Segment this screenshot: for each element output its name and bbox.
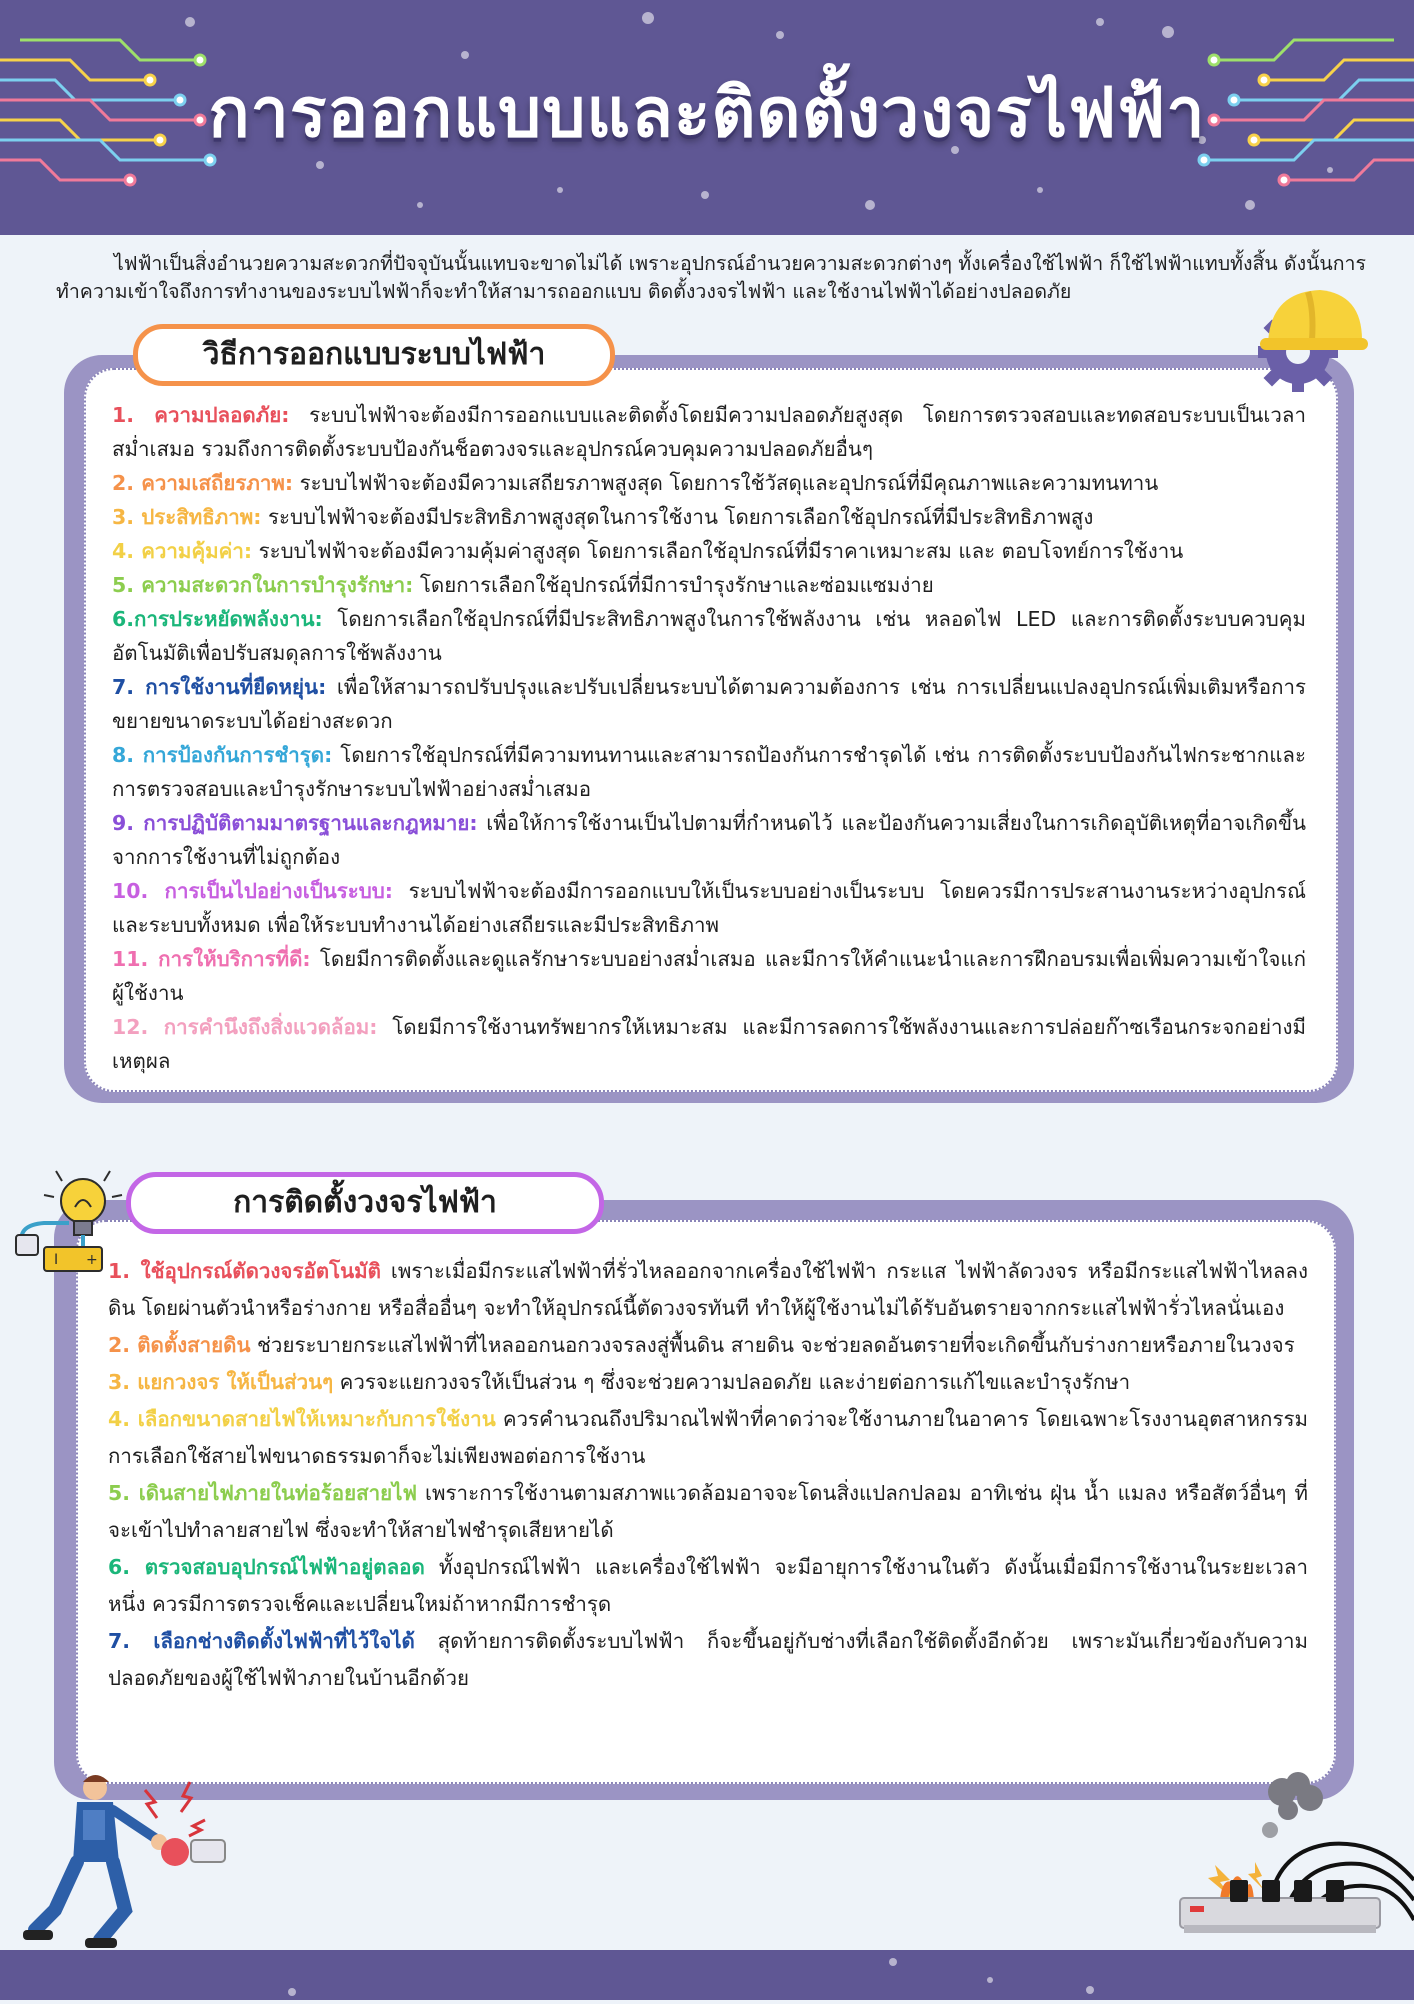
list-item — [112, 942, 1306, 1010]
item-text: โดยการใช้อุปกรณ์ที่มีความทนทานและสามารถป้องกันการชำรุดได้ เช่น การติดตั้งระบบป้องกันไฟกระชากและการตรวจสอบและบำรุงรักษาระบบไฟฟ้าอย่างสม่ำเสมอ — [112, 743, 1306, 801]
item-label: 4. ความคุ้มค่า: — [112, 539, 253, 563]
list-item — [112, 1010, 1306, 1078]
item-label: 7. เลือกช่างติดตั้งไฟฟ้าที่ไว้ใจได้ — [108, 1629, 415, 1653]
item-label: 3. แยกวงจร ให้เป็นส่วนๆ — [108, 1370, 334, 1394]
item-label: 6.การประหยัดพลังงาน: — [112, 607, 323, 631]
item-text: สุดท้ายการติดตั้งระบบไฟฟ้า ก็จะขึ้นอยู่กับช่างที่เลือกใช้ติดตั้งอีกด้วย เพราะมันเกี่ยวข้องกับความปลอดภัยของผู้ใช้ไฟฟ้าภายในบ้านอีกด้วย — [108, 1629, 1308, 1690]
item-label: 9. การปฏิบัติตามมาตรฐานและกฎหมาย: — [112, 811, 478, 835]
item-text: ระบบไฟฟ้าจะต้องมีการออกแบบและติดตั้งโดยมีความปลอดภัยสูงสุด โดยการตรวจสอบและทดสอบระบบเป็นเวลาสม่ำเสมอ รวมถึงการติดตั้งระบบป้องกันช็อตวงจรและอุปกรณ์ควบคุมความปลอดภัยอื่นๆ — [112, 403, 1306, 461]
item-label: 12. การคำนึงถึงสิ่งแวดล้อม: — [112, 1015, 378, 1039]
list-item — [108, 1364, 1308, 1401]
item-text: ระบบไฟฟ้าจะต้องมีความเสถียรภาพสูงสุด โดยการใช้วัสดุและอุปกรณ์ที่มีคุณภาพและความทนทาน — [293, 471, 1159, 495]
item-text: ระบบไฟฟ้าจะต้องมีประสิทธิภาพสูงสุดในการใช้งาน โดยการเลือกใช้อุปกรณ์ที่มีประสิทธิภาพสูง — [261, 505, 1094, 529]
item-text: ควรคำนวณถึงปริมาณไฟฟ้าที่คาดว่าจะใช้งานภายในอาคาร โดยเฉพาะโรงงานอุตสาหกรรม การเลือกใช้สายไฟขนาดธรรมดาก็จะไม่เพียงพอต่อการใช้งาน — [108, 1407, 1308, 1468]
item-text: เพราะเมื่อมีกระแสไฟฟ้าที่รั่วไหลออกจากเครื่องใช้ไฟฟ้า กระแส ไฟฟ้าลัดวงจร หรือมีกระแสไฟฟ้าไหลลงดิน โดยผ่านตัวนำหรือร่างกาย หรือสื่ออื่นๆ จะทำให้อุปกรณ์นี้ตัดวงจรทันที ทำให้ผู้ใช้งานไม่ได้รับอันตรายจากกระแสไฟฟ้ารั่วไหลนั่นเอง — [108, 1259, 1308, 1320]
item-text: เพราะการใช้งานตามสภาพแวดล้อมอาจจะโดนสิ่งแปลกปลอม อาทิเช่น ฝุ่น น้ำ แมลง หรือสัตว์อื่นๆ ที่จะเข้าไปทำลายสายไฟ ซึ่งจะทำให้สายไฟชำรุดเสียหายได้ — [108, 1481, 1308, 1542]
list-item — [108, 1401, 1308, 1475]
item-label: 8. การป้องกันการชำรุด: — [112, 743, 333, 767]
item-text: โดยมีการติดตั้งและดูแลรักษาระบบอย่างสม่ำเสมอ และมีการให้คำแนะนำและการฝึกอบรมเพื่อเพิ่มความเข้าใจแก่ผู้ใช้งาน — [112, 947, 1306, 1005]
page-title: การออกแบบและติดตั้งวงจรไฟฟ้า — [208, 74, 1206, 153]
item-label: 10. การเป็นไปอย่างเป็นระบบ: — [112, 879, 393, 903]
item-text: ระบบไฟฟ้าจะต้องมีความคุ้มค่าสูงสุด โดยการเลือกใช้อุปกรณ์ที่มีราคาเหมาะสม และ ตอบโจทย์การใช้งาน — [252, 539, 1184, 563]
list-item — [112, 738, 1306, 806]
item-text: ควรจะแยกวงจรให้เป็นส่วน ๆ ซึ่งจะช่วยความปลอดภัย และง่ายต่อการแก้ไขและบำรุงรักษา — [333, 1370, 1131, 1394]
design-method-list — [112, 398, 1306, 1078]
footer-band — [0, 1950, 1414, 2000]
list-item — [112, 568, 1306, 602]
svg-text:I: I — [54, 1252, 59, 1268]
item-label: 11. การให้บริการที่ดี: — [112, 947, 311, 971]
item-text: โดยการเลือกใช้อุปกรณ์ที่มีการบำรุงรักษาและซ่อมแซมง่าย — [413, 573, 934, 597]
item-text: เพื่อให้สามารถปรับปรุงและปรับเปลี่ยนระบบได้ตามความต้องการ เช่น การเปลี่ยนแปลงอุปกรณ์เพิ่มเติมหรือการขยายขนาดระบบได้อย่างสะดวก — [112, 675, 1307, 733]
item-text: ระบบไฟฟ้าจะต้องมีการออกแบบให้เป็นระบบอย่างเป็นระบบ โดยควรมีการประสานงานระหว่างอุปกรณ์และระบบทั้งหมด เพื่อให้ระบบทำงานได้อย่างเสถียรและมีประสิทธิภาพ — [112, 879, 1306, 937]
item-text: เพื่อให้การใช้งานเป็นไปตามที่กำหนดไว้ และป้องกันความเสี่ยงในการเกิดอุบัติเหตุที่อาจเกิดขึ้นจากการใช้งานที่ไม่ถูกต้อง — [112, 811, 1306, 869]
item-label: 5. ความสะดวกในการบำรุงรักษา: — [112, 573, 414, 597]
list-item — [112, 466, 1306, 500]
item-label: 2. ความเสถียรภาพ: — [112, 471, 294, 495]
item-label: 7. การใช้งานที่ยืดหยุ่น: — [112, 675, 327, 699]
item-text: โดยการเลือกใช้อุปกรณ์ที่มีประสิทธิภาพสูงในการใช้พลังงาน เช่น หลอดไฟ LED และการติดตั้งระบบควบคุมอัตโนมัติเพื่อปรับสมดุลการใช้พลังงาน — [112, 607, 1306, 665]
list-item — [112, 398, 1306, 466]
safety-helmet-gear-icon — [1250, 280, 1370, 400]
list-item — [108, 1253, 1308, 1327]
list-item — [112, 670, 1306, 738]
list-item — [108, 1623, 1308, 1697]
item-text: โดยมีการใช้งานทรัพยากรให้เหมาะสม และมีการลดการใช้พลังงานและการปล่อยก๊าซเรือนกระจกอย่างมีเหตุผล — [112, 1015, 1306, 1073]
list-item — [112, 874, 1306, 942]
overloaded-power-strip-illustration — [1160, 1770, 1414, 1950]
item-label: 2. ติดตั้งสายดิน — [108, 1333, 251, 1357]
electrician-shock-illustration — [15, 1770, 235, 1955]
item-text: ช่วยระบายกระแสไฟฟ้าที่ไหลออกนอกวงจรลงสู่พื้นดิน สายดิน จะช่วยลดอันตรายที่จะเกิดขึ้นกับร่างกายหรือภายในวงจร — [250, 1333, 1295, 1357]
section-title-installation: การติดตั้งวงจรไฟฟ้า — [126, 1172, 604, 1234]
item-label: 1. ใช้อุปกรณ์ตัดวงจรอัตโนมัติ — [108, 1259, 381, 1283]
intro-paragraph: ไฟฟ้าเป็นสิ่งอำนวยความสะดวกที่ปัจจุบันนั้นแทบจะขาดไม่ได้ เพราะอุปกรณ์อำนวยความสะดวกต่างๆ ทั้งเครื่องใช้ไฟฟ้า ก็ใช้ไฟฟ้าแทบทั้งสิ้น ดังนั้นการทำความเข้าใจถึงการทำงานของระบบไฟฟ้าก็จะทำให้สามารถออกแบบ ติดตั้งวงจรไฟฟ้า และใช้งานไฟฟ้าได้อย่างปลอดภัย — [56, 252, 1366, 303]
item-label: 1. ความปลอดภัย: — [112, 403, 290, 427]
installation-list — [108, 1253, 1308, 1697]
item-label: 6. ตรวจสอบอุปกรณ์ไฟฟ้าอยู่ตลอด — [108, 1555, 425, 1579]
item-label: 3. ประสิทธิภาพ: — [112, 505, 262, 529]
item-text: ทั้งอุปกรณ์ไฟฟ้า และเครื่องใช้ไฟฟ้า จะมีอายุการใช้งานในตัว ดังนั้นเมื่อมีการใช้งานในระยะเวลาหนึ่ง ควรมีการตรวจเช็คและเปลี่ยนใหม่ถ้าหากมีการชำรุด — [108, 1555, 1308, 1616]
list-item — [112, 534, 1306, 568]
list-item — [108, 1475, 1308, 1549]
list-item — [112, 602, 1306, 670]
item-label: 4. เลือกขนาดสายไฟให้เหมาะกับการใช้งาน — [108, 1407, 496, 1431]
item-label: 5. เดินสายไฟภายในท่อร้อยสายไฟ — [108, 1481, 417, 1505]
list-item — [108, 1327, 1308, 1364]
list-item — [112, 500, 1306, 534]
star-dots-decoration — [0, 1950, 1414, 2000]
header-banner — [0, 0, 1414, 235]
section-title-design: วิธีการออกแบบระบบไฟฟ้า — [133, 324, 615, 386]
list-item — [112, 806, 1306, 874]
svg-text:+: + — [86, 1252, 98, 1268]
list-item — [108, 1549, 1308, 1623]
